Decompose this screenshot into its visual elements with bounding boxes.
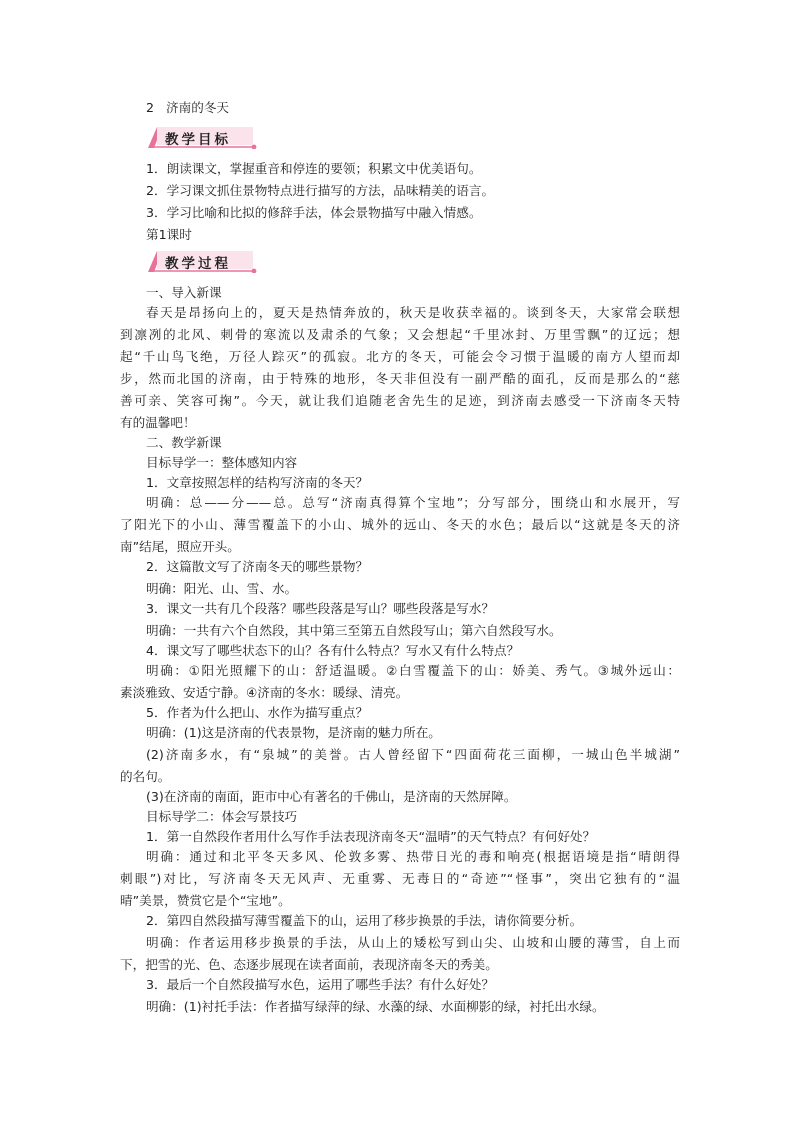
answer-line: 晴”美景，赞赏它是个“宝地”。 xyxy=(120,893,291,908)
answer-line: 明确：①阳光照耀下的山：舒适温暖。②白雪覆盖下的山：娇美、秀气。③城外远山： xyxy=(146,663,680,678)
answer-line: 明确：总——分——总。总写“济南真得算个宝地”；分写部分，围绕山和水展开，写 xyxy=(146,495,680,510)
objectives-banner xyxy=(146,125,258,149)
objective-item: 1．朗读课文，掌握重音和停连的要领；积累文中优美语句。 xyxy=(146,161,482,176)
answer-line: 明确：一共有六个自然段，其中第三至第五自然段写山；第六自然段写水。 xyxy=(146,623,562,638)
process-banner-label: 教学过程 xyxy=(165,256,231,272)
question: 2．第四自然段描写薄雪覆盖下的山，运用了移步换景的手法，请你简要分析。 xyxy=(146,913,583,928)
question: 2．这篇散文写了济南冬天的哪些景物？ xyxy=(146,559,369,574)
answer-line: 明确：(1)这是济南的代表景物，是济南的魅力所在。 xyxy=(146,725,441,740)
answer-line: 素淡雅致、安适宁静。④济南的冬水：暖绿、清亮。 xyxy=(120,685,409,700)
section-heading: 一、导入新课 xyxy=(146,285,222,300)
answer-line: 明确：通过和北平冬天多风、伦敦多雾、热带日光的毒和响亮(根据语境是指“晴朗得 xyxy=(146,849,680,864)
body-line: 春天是昂扬向上的，夏天是热情奔放的，秋天是收获幸福的。谈到冬天，大家常会联想 xyxy=(146,305,680,320)
question: 3．课文一共有几个段落？哪些段落是写山？哪些段落是写水？ xyxy=(146,601,495,616)
body-line: 起“千山鸟飞绝，万径人踪灭”的孤寂。北方的冬天，可能会令习惯于温暖的南方人望而却 xyxy=(120,349,680,364)
lesson-number: 2 xyxy=(146,100,155,115)
objective-item: 2．学习课文抓住景物特点进行描写的方法，品味精美的语言。 xyxy=(146,183,495,198)
lesson-heading xyxy=(146,97,706,119)
section-heading: 二、教学新课 xyxy=(146,435,222,450)
answer-line: 南”结尾，照应开头。 xyxy=(120,539,240,554)
lesson-period: 第1课时 xyxy=(146,227,192,242)
objectives-banner-label: 教学目标 xyxy=(165,132,231,148)
answer-line: 下，把雪的光、色、态逐步展现在读者面前，表现济南冬天的秀美。 xyxy=(120,957,498,972)
answer-line: 明确：作者运用移步换景的手法，从山上的矮松写到山尖、山坡和山腰的薄雪，自上而 xyxy=(146,935,680,950)
question: 5．作者为什么把山、水作为描写重点？ xyxy=(146,705,369,720)
answer-line: 了阳光下的小山、薄雪覆盖下的小山、城外的远山、冬天的水色；最后以“这就是冬天的济 xyxy=(120,517,680,532)
goal-heading: 目标导学一：整体感知内容 xyxy=(146,455,298,470)
lesson-title: 济南的冬天 xyxy=(166,100,229,115)
body-line: 有的温馨吧！ xyxy=(120,415,196,430)
answer-line: 明确：(1)衬托手法：作者描写绿萍的绿、水藻的绿、水面柳影的绿，衬托出水绿。 xyxy=(146,999,605,1014)
answer-line: (2)济南多水，有“泉城”的美誉。古人曾经留下“四面荷花三面柳，一城山色半城湖” xyxy=(146,747,680,762)
question: 1．文章按照怎样的结构写济南的冬天？ xyxy=(146,475,369,490)
answer-line: (3)在济南的南面，距市中心有著名的千佛山，是济南的天然屏障。 xyxy=(146,789,517,804)
question: 4．课文写了哪些状态下的山？各有什么特点？写水又有什么特点？ xyxy=(146,643,520,658)
question: 1．第一自然段作者用什么写作手法表现济南冬天“温晴”的天气特点？有何好处？ xyxy=(146,829,596,844)
body-line: 善可亲、笑容可掬”。今天，就让我们追随老舍先生的足迹，到济南去感受一下济南冬天特 xyxy=(120,393,680,408)
objective-item: 3．学习比喻和比拟的修辞手法，体会景物描写中融入情感。 xyxy=(146,205,482,220)
answer-line: 刺眼”)对比，写济南冬天无风声、无重雾、无毒日的“奇迹”“怪事”，突出它独有的“温 xyxy=(120,871,680,886)
body-line: 到凛冽的北风、刺骨的寒流以及肃杀的气象；又会想起“千里冰封、万里雪飘”的辽远；想 xyxy=(120,327,680,342)
answer-line: 的名句。 xyxy=(120,769,171,784)
body-line: 步，然而北国的济南，由于特殊的地形，冬天非但没有一副严酷的面孔，反而是那么的“慈 xyxy=(120,371,680,386)
answer-line: 明确：阳光、山、雪、水。 xyxy=(146,581,298,596)
process-banner xyxy=(146,249,258,273)
goal-heading: 目标导学二：体会写景技巧 xyxy=(146,809,298,824)
question: 3．最后一个自然段描写水色，运用了哪些手法？有什么好处？ xyxy=(146,977,495,992)
